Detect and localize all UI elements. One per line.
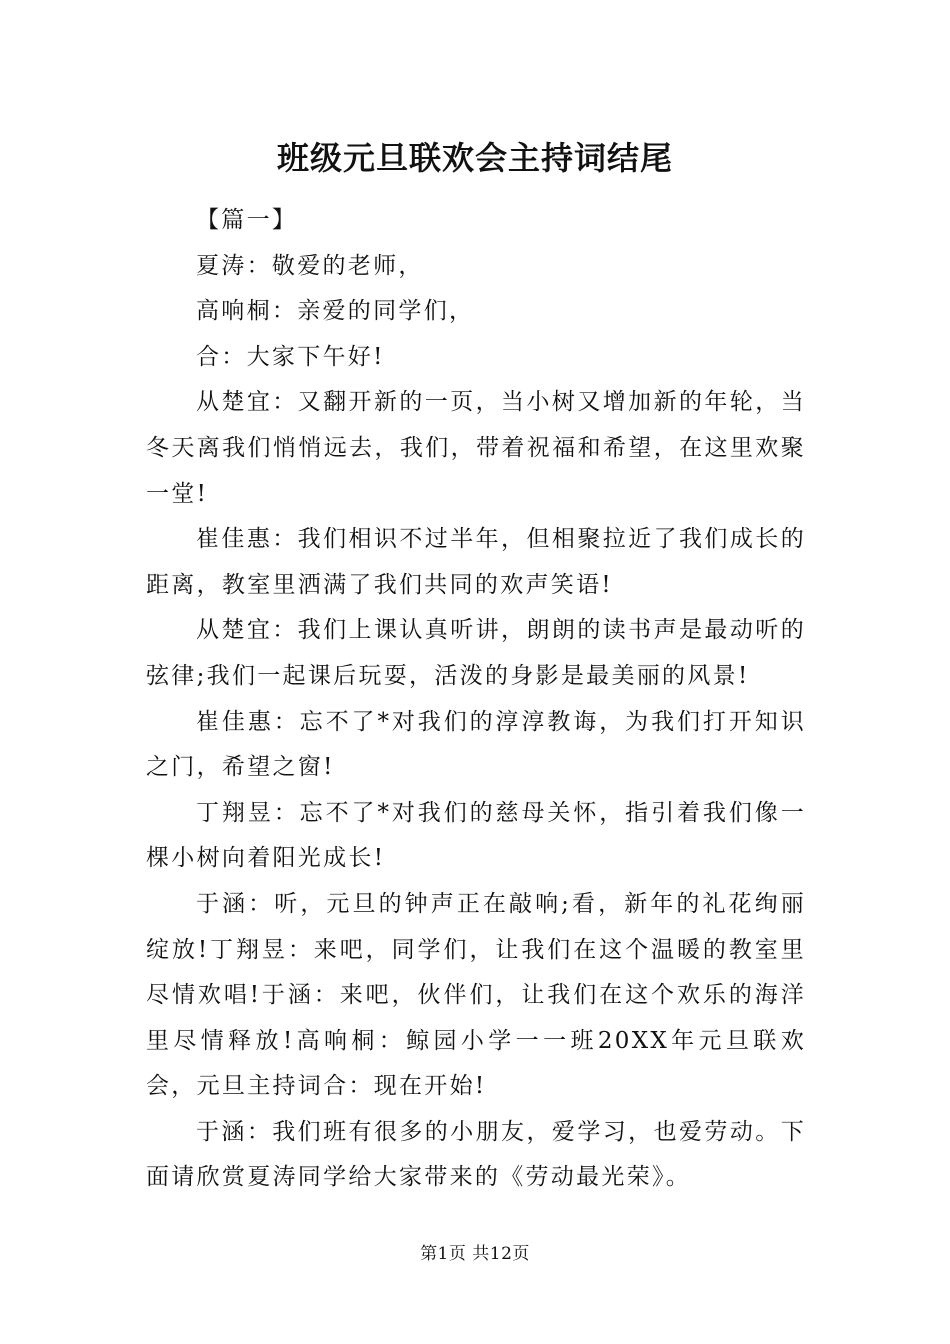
paragraph: 从楚宜：又翻开新的一页，当小树又增加新的年轮，当冬天离我们悄悄远去，我们，带着祝福和希望，在这里欢聚一堂! — [146, 389, 806, 507]
paragraph: 从楚宜：我们上课认真听讲，朗朗的读书声是最动听的弦律;我们一起课后玩耍，活泼的身影是最美丽的风景! — [146, 617, 806, 689]
paragraph: 崔佳惠：我们相识不过半年，但相聚拉近了我们成长的距离，教室里洒满了我们共同的欢声笑语! — [146, 526, 806, 598]
paragraph: 丁翔昱：忘不了*对我们的慈母关怀，指引着我们像一棵小树向着阳光成长! — [146, 799, 806, 872]
document-body — [146, 198, 806, 1201]
paragraph-section-heading: 【篇一】 — [196, 207, 298, 233]
document-title: 班级元旦联欢会主持词结尾 — [276, 139, 673, 177]
paragraph: 合：大家下午好! — [196, 343, 385, 370]
paragraph: 夏涛：敬爱的老师， — [196, 252, 424, 279]
paragraph: 崔佳惠：忘不了*对我们的淳淳教诲，为我们打开知识之门，希望之窗! — [146, 708, 806, 781]
paragraph: 高响桐：亲爱的同学们， — [196, 298, 475, 325]
paragraph: 于涵：听，元旦的钟声正在敲响;看，新年的礼花绚丽绽放!丁翔昱：来吧，同学们，让我们在这个温暖的教室里尽情欢唱!于涵：来吧，伙伴们，让我们在这个欢乐的海洋里尽情释放!高响桐：鲸园小学一一班20XX年元旦联欢会，元旦主持词合：现在开始! — [146, 890, 806, 1100]
page-number-footer: 第1页 共12页 — [420, 1244, 530, 1264]
paragraph: 于涵：我们班有很多的小朋友，爱学习，也爱劳动。下面请欣赏夏涛同学给大家带来的《劳动最光荣》。 — [146, 1118, 806, 1191]
